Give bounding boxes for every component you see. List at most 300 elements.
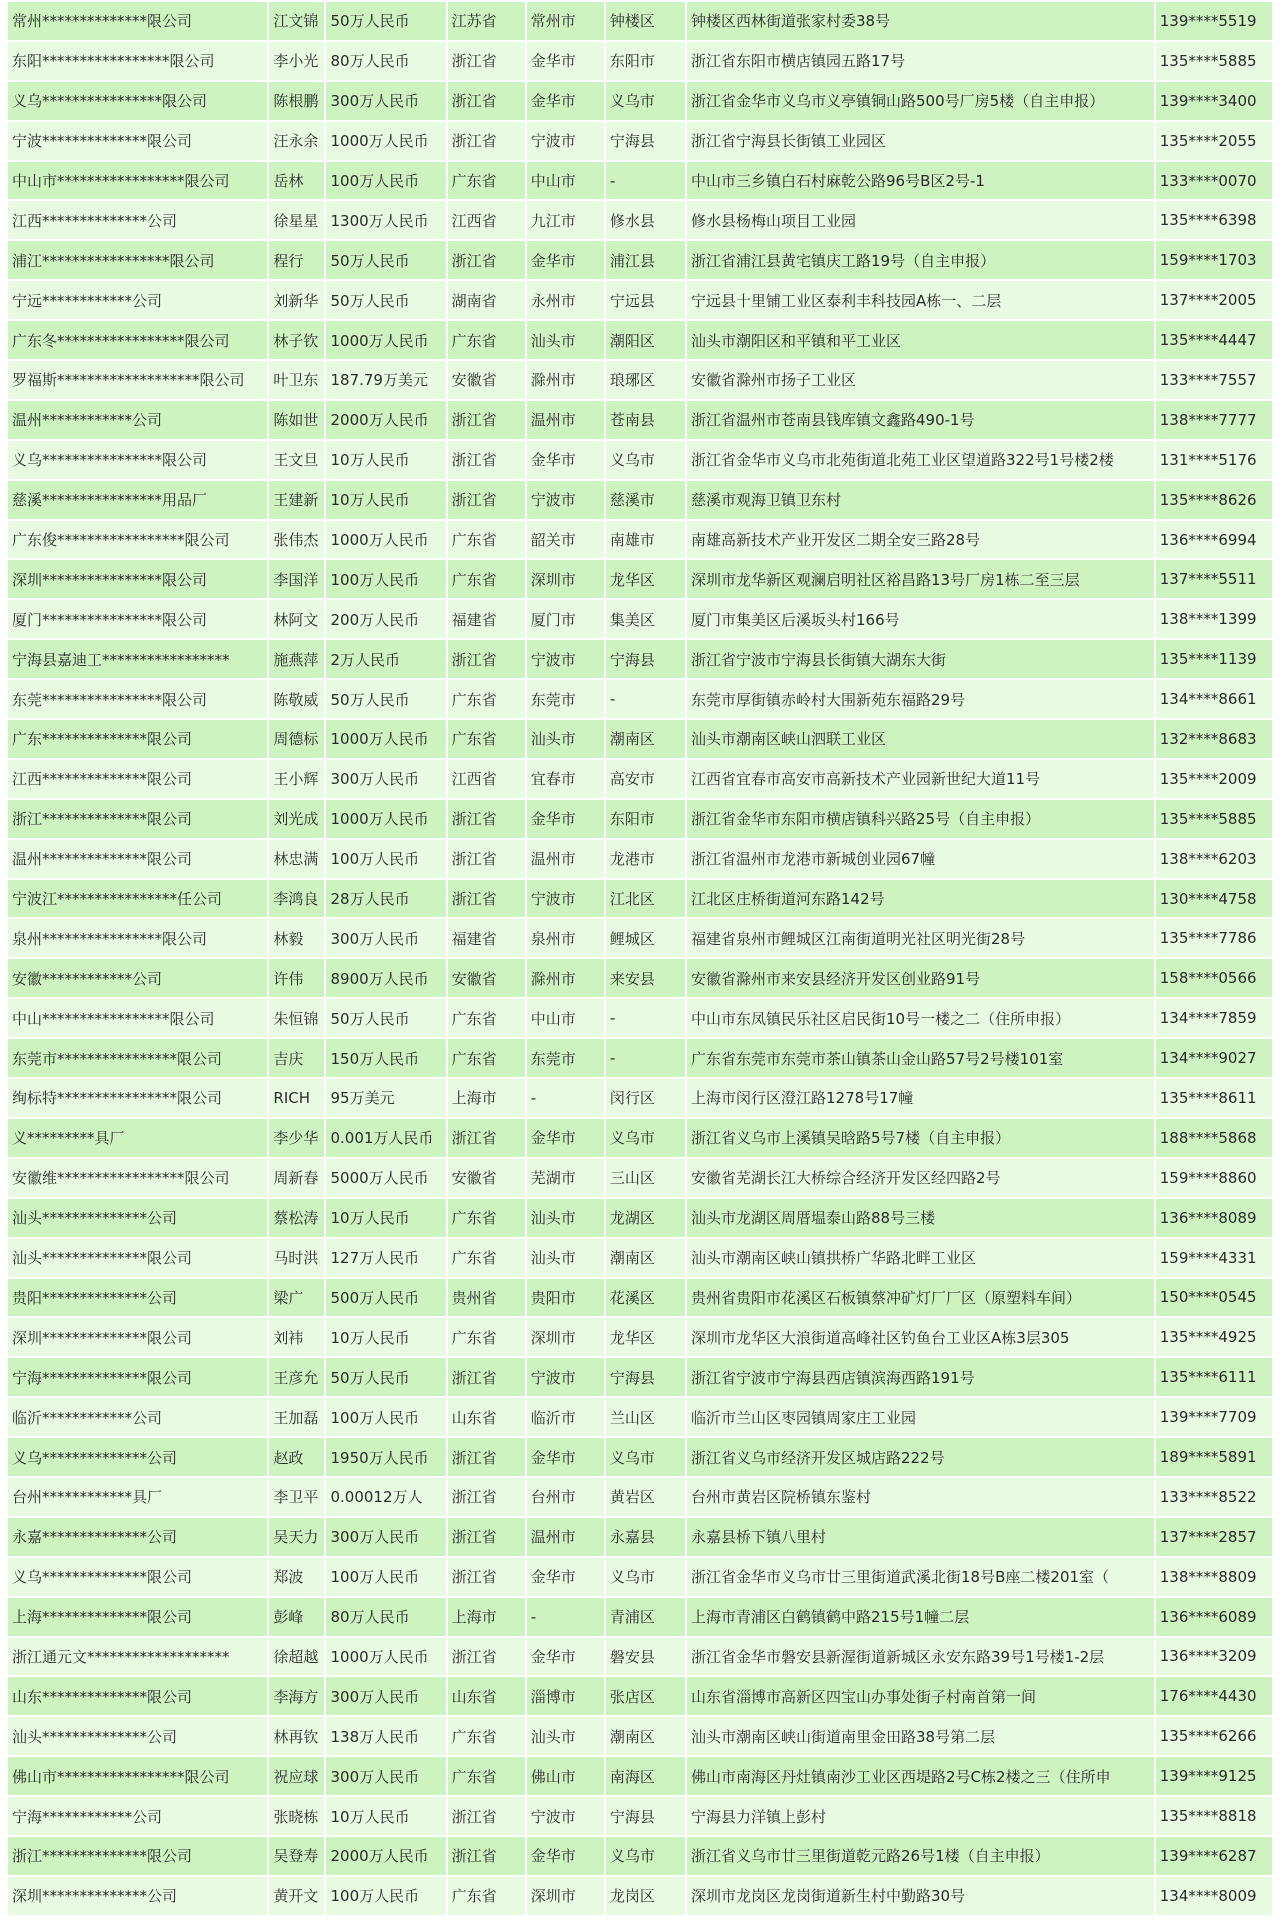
registered-capital-cell: 2万人民币 (326, 640, 445, 678)
district-cell: - (606, 680, 685, 718)
registered-capital-cell: 2000万人民币 (326, 401, 445, 439)
registered-capital-cell: 1300万人民币 (326, 201, 445, 239)
district-cell: 龙华区 (606, 560, 685, 598)
company-name-cell: 江西**************公司 (8, 201, 267, 239)
district-cell: 宁海县 (606, 640, 685, 678)
address-cell: 上海市青浦区白鹤镇鹤中路215号1幢二层 (687, 1598, 1154, 1636)
phone-cell: 135****8626 (1156, 481, 1272, 519)
city-cell: 金华市 (527, 1558, 604, 1596)
company-name-cell: 东莞****************限公司 (8, 680, 267, 718)
legal-rep-cell: 吴登寿 (269, 1837, 324, 1875)
registered-capital-cell: 28万人民币 (326, 880, 445, 918)
legal-rep-cell: 林再钦 (269, 1717, 324, 1755)
table-row (8, 1438, 1272, 1476)
registered-capital-cell: 50万人民币 (326, 1358, 445, 1396)
registered-capital-cell: 5000万人民币 (326, 1159, 445, 1197)
company-name-cell: 深圳**************公司 (8, 1877, 267, 1915)
phone-cell: 176****4430 (1156, 1677, 1272, 1715)
table-row (8, 441, 1272, 479)
legal-rep-cell: 吴天力 (269, 1518, 324, 1556)
company-name-cell: 义乌****************限公司 (8, 82, 267, 120)
phone-cell: 137****5511 (1156, 560, 1272, 598)
table-row (8, 321, 1272, 359)
legal-rep-cell: 李鸿良 (269, 880, 324, 918)
district-cell: 义乌市 (606, 441, 685, 479)
province-cell: 浙江省 (448, 1518, 525, 1556)
province-cell: 浙江省 (448, 401, 525, 439)
table-row (8, 201, 1272, 239)
address-cell: 浙江省义乌市廿三里街道乾元路26号1楼（自主申报） (687, 1837, 1154, 1875)
legal-rep-cell: 施燕萍 (269, 640, 324, 678)
province-cell: 浙江省 (448, 122, 525, 160)
phone-cell: 135****5885 (1156, 800, 1272, 838)
province-cell: 浙江省 (448, 1638, 525, 1676)
district-cell: 来安县 (606, 959, 685, 997)
table-row (8, 1558, 1272, 1596)
table-row (8, 640, 1272, 678)
registered-capital-cell: 0.00012万人 (326, 1478, 445, 1516)
registered-capital-cell: 95万美元 (326, 1079, 445, 1117)
city-cell: 汕头市 (527, 1199, 604, 1237)
phone-cell: 188****5868 (1156, 1119, 1272, 1157)
address-cell: 厦门市集美区后溪坂头村166号 (687, 600, 1154, 638)
city-cell: 金华市 (527, 42, 604, 80)
registered-capital-cell: 1000万人民币 (326, 1638, 445, 1676)
province-cell: 广东省 (448, 521, 525, 559)
phone-cell: 150****0545 (1156, 1279, 1272, 1317)
company-name-cell: 绚标特****************限公司 (8, 1079, 267, 1117)
legal-rep-cell: 陈根鹏 (269, 82, 324, 120)
district-cell: - (606, 999, 685, 1037)
city-cell: 深圳市 (527, 1877, 604, 1915)
registered-capital-cell: 300万人民币 (326, 1677, 445, 1715)
company-name-cell: 东阳*****************限公司 (8, 42, 267, 80)
province-cell: 广东省 (448, 1239, 525, 1277)
legal-rep-cell: 王加磊 (269, 1398, 324, 1436)
city-cell: 临沂市 (527, 1398, 604, 1436)
table-row (8, 840, 1272, 878)
company-name-cell: 广东冬*****************限公司 (8, 321, 267, 359)
table-row (8, 521, 1272, 559)
legal-rep-cell: 吉庆 (269, 1039, 324, 1077)
table-row (8, 1837, 1272, 1875)
district-cell: 龙港市 (606, 840, 685, 878)
province-cell: 广东省 (448, 162, 525, 200)
table-row (8, 1478, 1272, 1516)
province-cell: 浙江省 (448, 82, 525, 120)
address-cell: 浙江省义乌市上溪镇吴晗路5号7楼（自主申报） (687, 1119, 1154, 1157)
city-cell: 永州市 (527, 281, 604, 319)
province-cell: 广东省 (448, 1757, 525, 1795)
legal-rep-cell: 王文旦 (269, 441, 324, 479)
registered-capital-cell: 2000万人民币 (326, 1837, 445, 1875)
city-cell: 深圳市 (527, 1318, 604, 1356)
address-cell: 汕头市潮南区峡山镇拱桥广华路北畔工业区 (687, 1239, 1154, 1277)
phone-cell: 135****6266 (1156, 1717, 1272, 1755)
district-cell: 潮南区 (606, 1717, 685, 1755)
table-row (8, 361, 1272, 399)
phone-cell: 135****4447 (1156, 321, 1272, 359)
phone-cell: 138****1399 (1156, 600, 1272, 638)
registered-capital-cell: 1000万人民币 (326, 720, 445, 758)
phone-cell: 136****6089 (1156, 1598, 1272, 1636)
address-cell: 安徽省滁州市来安县经济开发区创业路91号 (687, 959, 1154, 997)
address-cell: 安徽省滁州市扬子工业区 (687, 361, 1154, 399)
phone-cell: 133****7557 (1156, 361, 1272, 399)
city-cell: 滁州市 (527, 361, 604, 399)
company-name-cell: 汕头**************公司 (8, 1199, 267, 1237)
company-name-cell: 汕头**************限公司 (8, 1239, 267, 1277)
district-cell: 南雄市 (606, 521, 685, 559)
address-cell: 上海市闵行区澄江路1278号17幢 (687, 1079, 1154, 1117)
district-cell: 龙湖区 (606, 1199, 685, 1237)
registered-capital-cell: 10万人民币 (326, 441, 445, 479)
company-name-cell: 广东**************限公司 (8, 720, 267, 758)
address-cell: 南雄高新技术产业开发区二期全安三路28号 (687, 521, 1154, 559)
phone-cell: 135****1139 (1156, 640, 1272, 678)
legal-rep-cell: 朱恒锦 (269, 999, 324, 1037)
address-cell: 浙江省金华市义乌市廿三里街道武溪北街18号B座二楼201室（ (687, 1558, 1154, 1596)
province-cell: 浙江省 (448, 481, 525, 519)
city-cell: 宁波市 (527, 481, 604, 519)
phone-cell: 159****1703 (1156, 241, 1272, 279)
registered-capital-cell: 10万人民币 (326, 1797, 445, 1835)
city-cell: 金华市 (527, 1638, 604, 1676)
registered-capital-cell: 50万人民币 (326, 241, 445, 279)
district-cell: 高安市 (606, 760, 685, 798)
legal-rep-cell: 张伟杰 (269, 521, 324, 559)
address-cell: 浙江省温州市苍南县钱库镇文鑫路490-1号 (687, 401, 1154, 439)
legal-rep-cell: 林毅 (269, 919, 324, 957)
registered-capital-cell: 300万人民币 (326, 1757, 445, 1795)
province-cell: 浙江省 (448, 1558, 525, 1596)
company-name-cell: 永嘉**************公司 (8, 1518, 267, 1556)
city-cell: 中山市 (527, 162, 604, 200)
city-cell: 泉州市 (527, 919, 604, 957)
company-name-cell: 宁海县嘉迪工***************** (8, 640, 267, 678)
registered-capital-cell: 300万人民币 (326, 1518, 445, 1556)
table-row (8, 1757, 1272, 1795)
province-cell: 浙江省 (448, 840, 525, 878)
city-cell: 厦门市 (527, 600, 604, 638)
province-cell: 安徽省 (448, 361, 525, 399)
company-name-cell: 温州**************限公司 (8, 840, 267, 878)
company-name-cell: 深圳****************限公司 (8, 560, 267, 598)
district-cell: 宁海县 (606, 1358, 685, 1396)
phone-cell: 189****5891 (1156, 1438, 1272, 1476)
registered-capital-cell: 1000万人民币 (326, 521, 445, 559)
legal-rep-cell: 张晓栋 (269, 1797, 324, 1835)
registered-capital-cell: 10万人民币 (326, 481, 445, 519)
phone-cell: 135****7786 (1156, 919, 1272, 957)
table-row (8, 82, 1272, 120)
city-cell: 中山市 (527, 999, 604, 1037)
company-name-cell: 贵阳**************公司 (8, 1279, 267, 1317)
phone-cell: 139****5519 (1156, 2, 1272, 40)
legal-rep-cell: 马时洪 (269, 1239, 324, 1277)
company-name-cell: 泉州****************限公司 (8, 919, 267, 957)
city-cell: 汕头市 (527, 321, 604, 359)
registered-capital-cell: 100万人民币 (326, 1558, 445, 1596)
city-cell: 金华市 (527, 82, 604, 120)
table-row (8, 880, 1272, 918)
province-cell: 浙江省 (448, 42, 525, 80)
company-name-cell: 山东**************限公司 (8, 1677, 267, 1715)
registered-capital-cell: 150万人民币 (326, 1039, 445, 1077)
district-cell: 花溪区 (606, 1279, 685, 1317)
company-name-cell: 宁海**************限公司 (8, 1358, 267, 1396)
city-cell: 宁波市 (527, 1358, 604, 1396)
table-row (8, 1398, 1272, 1436)
legal-rep-cell: 赵政 (269, 1438, 324, 1476)
phone-cell: 135****5885 (1156, 42, 1272, 80)
city-cell: 贵阳市 (527, 1279, 604, 1317)
phone-cell: 136****6994 (1156, 521, 1272, 559)
legal-rep-cell: 刘光成 (269, 800, 324, 838)
district-cell: 兰山区 (606, 1398, 685, 1436)
city-cell: 韶关市 (527, 521, 604, 559)
phone-cell: 135****2055 (1156, 122, 1272, 160)
registered-capital-cell: 1000万人民币 (326, 800, 445, 838)
city-cell: 常州市 (527, 2, 604, 40)
province-cell: 山东省 (448, 1677, 525, 1715)
legal-rep-cell: 徐星星 (269, 201, 324, 239)
address-cell: 浙江省温州市龙港市新城创业园67幢 (687, 840, 1154, 878)
province-cell: 安徽省 (448, 1159, 525, 1197)
address-cell: 临沂市兰山区枣园镇周家庄工业园 (687, 1398, 1154, 1436)
legal-rep-cell: 黄开文 (269, 1877, 324, 1915)
legal-rep-cell: 陈如世 (269, 401, 324, 439)
district-cell: 江北区 (606, 880, 685, 918)
district-cell: 东阳市 (606, 42, 685, 80)
table-row (8, 241, 1272, 279)
district-cell: 三山区 (606, 1159, 685, 1197)
district-cell: 钟楼区 (606, 2, 685, 40)
legal-rep-cell: 王彦允 (269, 1358, 324, 1396)
company-table (6, 0, 1274, 1917)
address-cell: 汕头市龙湖区周厝塭泰山路88号三楼 (687, 1199, 1154, 1237)
city-cell: 宁波市 (527, 122, 604, 160)
address-cell: 贵州省贵阳市花溪区石板镇蔡冲矿灯厂厂区（原塑料车间） (687, 1279, 1154, 1317)
province-cell: 广东省 (448, 1199, 525, 1237)
table-row (8, 760, 1272, 798)
company-name-cell: 中山市*****************限公司 (8, 162, 267, 200)
company-name-cell: 中山*****************限公司 (8, 999, 267, 1037)
registered-capital-cell: 1000万人民币 (326, 122, 445, 160)
legal-rep-cell: 周新春 (269, 1159, 324, 1197)
address-cell: 汕头市潮南区峡山街道南里金田路38号第二层 (687, 1717, 1154, 1755)
phone-cell: 139****7709 (1156, 1398, 1272, 1436)
district-cell: 宁海县 (606, 122, 685, 160)
registered-capital-cell: 50万人民币 (326, 999, 445, 1037)
legal-rep-cell: 林子钦 (269, 321, 324, 359)
address-cell: 福建省泉州市鲤城区江南街道明光社区明光街28号 (687, 919, 1154, 957)
legal-rep-cell: 江文锦 (269, 2, 324, 40)
phone-cell: 135****8611 (1156, 1079, 1272, 1117)
address-cell: 江北区庄桥街道河东路142号 (687, 880, 1154, 918)
address-cell: 宁远县十里铺工业区泰利丰科技园A栋一、二层 (687, 281, 1154, 319)
phone-cell: 135****6398 (1156, 201, 1272, 239)
address-cell: 钟楼区西林街道张家村委38号 (687, 2, 1154, 40)
company-name-cell: 义乌**************限公司 (8, 1558, 267, 1596)
city-cell: 金华市 (527, 241, 604, 279)
table-row (8, 1079, 1272, 1117)
province-cell: 江苏省 (448, 2, 525, 40)
table-row (8, 680, 1272, 718)
table-row (8, 1518, 1272, 1556)
province-cell: 浙江省 (448, 880, 525, 918)
city-cell: - (527, 1598, 604, 1636)
company-name-cell: 宁远************公司 (8, 281, 267, 319)
registered-capital-cell: 100万人民币 (326, 1398, 445, 1436)
legal-rep-cell: 叶卫东 (269, 361, 324, 399)
district-cell: 苍南县 (606, 401, 685, 439)
address-cell: 宁海县力洋镇上彭村 (687, 1797, 1154, 1835)
city-cell: - (527, 1079, 604, 1117)
company-name-cell: 义乌**************公司 (8, 1438, 267, 1476)
table-row (8, 1717, 1272, 1755)
phone-cell: 159****8860 (1156, 1159, 1272, 1197)
registered-capital-cell: 200万人民币 (326, 600, 445, 638)
phone-cell: 131****5176 (1156, 441, 1272, 479)
legal-rep-cell: 徐超越 (269, 1638, 324, 1676)
city-cell: 金华市 (527, 1837, 604, 1875)
table-row (8, 42, 1272, 80)
city-cell: 汕头市 (527, 1239, 604, 1277)
company-name-cell: 宁海************公司 (8, 1797, 267, 1835)
table-row (8, 1318, 1272, 1356)
city-cell: 温州市 (527, 401, 604, 439)
table-row (8, 1279, 1272, 1317)
address-cell: 慈溪市观海卫镇卫东村 (687, 481, 1154, 519)
address-cell: 浙江省金华市义乌市义亭镇铜山路500号厂房5楼（自主申报） (687, 82, 1154, 120)
province-cell: 上海市 (448, 1079, 525, 1117)
legal-rep-cell: 李国洋 (269, 560, 324, 598)
legal-rep-cell: 李少华 (269, 1119, 324, 1157)
legal-rep-cell: 刘袆 (269, 1318, 324, 1356)
phone-cell: 136****3209 (1156, 1638, 1272, 1676)
phone-cell: 139****9125 (1156, 1757, 1272, 1795)
district-cell: - (606, 1039, 685, 1077)
phone-cell: 133****0070 (1156, 162, 1272, 200)
district-cell: 义乌市 (606, 1438, 685, 1476)
city-cell: 东莞市 (527, 1039, 604, 1077)
registered-capital-cell: 127万人民币 (326, 1239, 445, 1277)
legal-rep-cell: 刘新华 (269, 281, 324, 319)
district-cell: 宁海县 (606, 1797, 685, 1835)
district-cell: 闵行区 (606, 1079, 685, 1117)
table-row (8, 122, 1272, 160)
city-cell: 金华市 (527, 1119, 604, 1157)
address-cell: 浙江省宁波市宁海县西店镇滨海西路191号 (687, 1358, 1154, 1396)
city-cell: 金华市 (527, 441, 604, 479)
legal-rep-cell: 李海方 (269, 1677, 324, 1715)
registered-capital-cell: 300万人民币 (326, 760, 445, 798)
province-cell: 广东省 (448, 680, 525, 718)
table-row (8, 1199, 1272, 1237)
company-name-cell: 义*********具厂 (8, 1119, 267, 1157)
province-cell: 广东省 (448, 560, 525, 598)
address-cell: 中山市东凤镇民乐社区启民街10号一楼之二（住所申报） (687, 999, 1154, 1037)
city-cell: 温州市 (527, 840, 604, 878)
city-cell: 宜春市 (527, 760, 604, 798)
province-cell: 浙江省 (448, 1478, 525, 1516)
registered-capital-cell: 500万人民币 (326, 1279, 445, 1317)
registered-capital-cell: 80万人民币 (326, 1598, 445, 1636)
registered-capital-cell: 10万人民币 (326, 1199, 445, 1237)
address-cell: 浙江省浦江县黄宅镇庆工路19号（自主申报） (687, 241, 1154, 279)
phone-cell: 159****4331 (1156, 1239, 1272, 1277)
district-cell: 义乌市 (606, 1119, 685, 1157)
district-cell: - (606, 162, 685, 200)
phone-cell: 135****6111 (1156, 1358, 1272, 1396)
address-cell: 汕头市潮南区峡山泗联工业区 (687, 720, 1154, 758)
legal-rep-cell: 林阿文 (269, 600, 324, 638)
city-cell: 九江市 (527, 201, 604, 239)
city-cell: 深圳市 (527, 560, 604, 598)
table-row (8, 1598, 1272, 1636)
table-row (8, 401, 1272, 439)
registered-capital-cell: 138万人民币 (326, 1717, 445, 1755)
table-row (8, 1877, 1272, 1915)
district-cell: 永嘉县 (606, 1518, 685, 1556)
phone-cell: 137****2857 (1156, 1518, 1272, 1556)
district-cell: 张店区 (606, 1677, 685, 1715)
address-cell: 浙江省金华市东阳市横店镇科兴路25号（自主申报） (687, 800, 1154, 838)
legal-rep-cell: 程行 (269, 241, 324, 279)
address-cell: 浙江省义乌市经济开发区城店路222号 (687, 1438, 1154, 1476)
phone-cell: 133****8522 (1156, 1478, 1272, 1516)
city-cell: 温州市 (527, 1518, 604, 1556)
table-row (8, 1159, 1272, 1197)
phone-cell: 138****6203 (1156, 840, 1272, 878)
phone-cell: 139****6287 (1156, 1837, 1272, 1875)
district-cell: 磐安县 (606, 1638, 685, 1676)
company-name-cell: 常州**************限公司 (8, 2, 267, 40)
province-cell: 安徽省 (448, 959, 525, 997)
province-cell: 上海市 (448, 1598, 525, 1636)
company-name-cell: 江西**************限公司 (8, 760, 267, 798)
district-cell: 潮南区 (606, 720, 685, 758)
city-cell: 东莞市 (527, 680, 604, 718)
district-cell: 集美区 (606, 600, 685, 638)
province-cell: 福建省 (448, 919, 525, 957)
registered-capital-cell: 300万人民币 (326, 919, 445, 957)
address-cell: 汕头市潮阳区和平镇和平工业区 (687, 321, 1154, 359)
address-cell: 安徽省芜湖长江大桥综合经济开发区经四路2号 (687, 1159, 1154, 1197)
registered-capital-cell: 10万人民币 (326, 1318, 445, 1356)
company-name-cell: 深圳**************限公司 (8, 1318, 267, 1356)
province-cell: 浙江省 (448, 241, 525, 279)
address-cell: 浙江省东阳市横店镇园五路17号 (687, 42, 1154, 80)
address-cell: 修水县杨梅山项目工业园 (687, 201, 1154, 239)
phone-cell: 138****8809 (1156, 1558, 1272, 1596)
address-cell: 中山市三乡镇白石村麻乾公路96号B区2号-1 (687, 162, 1154, 200)
legal-rep-cell: 许伟 (269, 959, 324, 997)
legal-rep-cell: RICH (269, 1079, 324, 1117)
district-cell: 东阳市 (606, 800, 685, 838)
address-cell: 浙江省金华市磐安县新渥街道新城区永安东路39号1号楼1-2层 (687, 1638, 1154, 1676)
company-table-container (6, 0, 1274, 1917)
legal-rep-cell: 林忠满 (269, 840, 324, 878)
province-cell: 浙江省 (448, 1358, 525, 1396)
district-cell: 宁远县 (606, 281, 685, 319)
address-cell: 深圳市龙岗区龙岗街道新生村中勤路30号 (687, 1877, 1154, 1915)
province-cell: 浙江省 (448, 1797, 525, 1835)
registered-capital-cell: 1950万人民币 (326, 1438, 445, 1476)
address-cell: 深圳市龙华新区观澜启明社区裕昌路13号厂房1栋二至三层 (687, 560, 1154, 598)
company-name-cell: 温州************公司 (8, 401, 267, 439)
